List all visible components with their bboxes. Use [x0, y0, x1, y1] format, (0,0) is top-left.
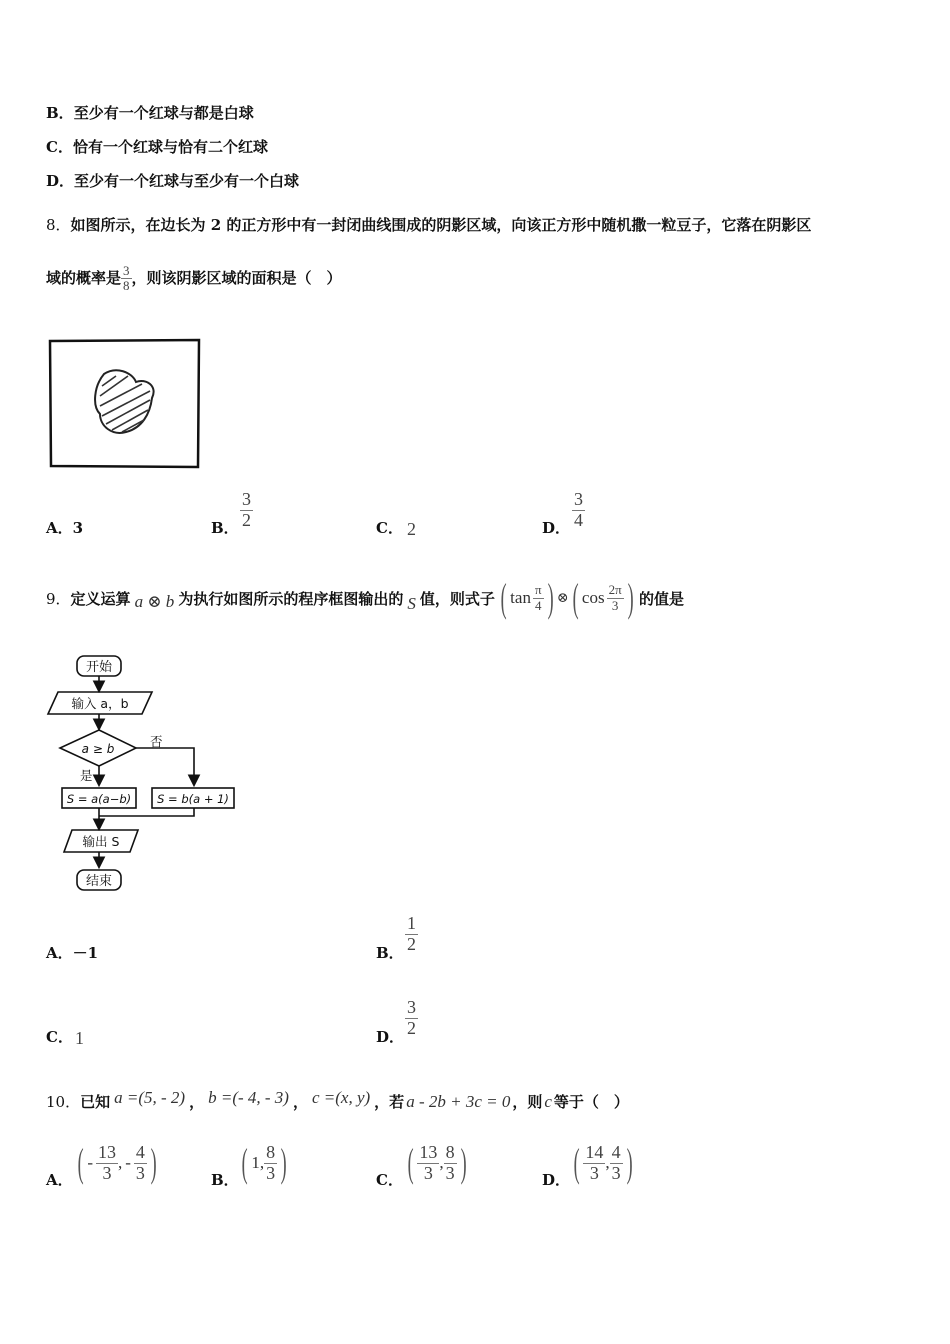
flow-condition-label: a ≥ b — [81, 742, 115, 756]
flow-no-label: 否 — [150, 734, 163, 749]
fraction-numerator: 8 — [266, 1142, 276, 1162]
fraction-numerator: 4 — [135, 1142, 145, 1162]
option-letter: A． — [46, 944, 73, 962]
fraction — [572, 490, 585, 531]
q8-stem-line1 — [46, 214, 811, 235]
q9-stem — [46, 575, 685, 620]
fraction-denominator: 3 — [102, 1162, 112, 1183]
option-letter: C． — [46, 1028, 73, 1046]
fraction-pi-over-4 — [533, 583, 544, 613]
question-number: 10． — [46, 1093, 81, 1111]
flow-start-label: 开始 — [85, 660, 113, 675]
q10-option-b-value: ( 1, $\frac{8}{3}$ ) — [241, 1140, 287, 1186]
q8-option-d-value — [572, 490, 585, 531]
q9-option-c-label — [46, 1026, 73, 1047]
fraction-denominator: 4 — [574, 509, 583, 530]
question-text: ，若 — [374, 1093, 405, 1111]
option-letter: D． — [46, 172, 75, 190]
fraction-numerator: 13 — [419, 1142, 438, 1162]
tan-function: tan — [510, 588, 531, 607]
vector-c: c =(x, y) — [311, 1088, 371, 1107]
fraction-numerator: 3 — [574, 489, 583, 509]
flow-end-label: 结束 — [85, 874, 113, 889]
q8-option-b-value — [240, 490, 253, 531]
fraction-denominator: 3 — [611, 1162, 621, 1183]
shaded-region — [95, 370, 154, 433]
vector-a: a =(5, - 2) — [114, 1088, 186, 1107]
q9-option-a — [46, 942, 98, 963]
q8-option-a — [46, 517, 83, 538]
option-text: 至少有一个红球与至少有一个白球 — [74, 172, 300, 190]
fraction — [610, 1143, 623, 1184]
fraction-numerator: π — [534, 582, 542, 598]
q10-option-a-value: ( - $\frac{13}{3}$ , - $\frac{4}{3}$ ) — [77, 1140, 157, 1186]
question-number: 9． — [46, 589, 71, 608]
fraction-denominator: 3 — [266, 1162, 276, 1183]
comma: , — [439, 1153, 444, 1173]
fraction-denominator: 3 — [611, 597, 619, 613]
q9-option-c-value: 1 — [75, 1028, 84, 1048]
fraction-numerator: 2π — [608, 582, 622, 598]
fraction-denominator: 4 — [534, 597, 542, 613]
q8-option-c-label — [376, 517, 403, 538]
flow-yes-assign-label: S = a(a−b) — [66, 792, 132, 806]
fraction — [96, 1143, 118, 1184]
q9-option-d-label — [376, 1026, 404, 1047]
q8-option-c-value: 2 — [407, 519, 416, 539]
expression: ( tan $\frac{\pi}{4}$ ) ⊗ ( cos $\frac{2\pi}{3}$ ) — [500, 575, 634, 620]
option-letter: B． — [211, 1171, 239, 1189]
fraction-denominator: 2 — [407, 933, 416, 954]
fraction-numerator: 3 — [123, 263, 130, 278]
question-text: 为执行如图所示的程序框图输出的 — [178, 589, 404, 608]
flow-output-label: 输出 S — [82, 834, 120, 849]
otimes-symbol: ⊗ — [556, 590, 569, 606]
option-letter: C． — [46, 138, 73, 156]
flow-no-assign-label: S = b(a + 1) — [157, 792, 229, 806]
fraction — [240, 490, 253, 531]
fraction-denominator: 2 — [407, 1017, 416, 1038]
minus-sign: - — [87, 1153, 93, 1173]
question-text: ，则该阴影区域的面积是（ ） — [131, 268, 342, 287]
fraction — [405, 998, 418, 1039]
fraction — [444, 1143, 457, 1184]
fraction — [417, 1143, 439, 1184]
q9-option-b-value — [405, 914, 418, 955]
fraction-numerator: 14 — [585, 1142, 604, 1162]
shaded-square-figure — [46, 336, 204, 472]
question-text: 定义运算 — [70, 589, 131, 608]
fraction — [264, 1143, 277, 1184]
option-value: －1 — [72, 944, 99, 962]
fraction-numerator: 3 — [242, 489, 251, 509]
fraction-2pi-over-3 — [607, 583, 624, 613]
fraction-denominator: 3 — [135, 1162, 145, 1183]
q10-option-c-label — [376, 1169, 403, 1190]
option-text: 至少有一个红球与都是白球 — [73, 104, 254, 122]
variable-s: S — [407, 594, 416, 613]
fraction-numerator: 4 — [611, 1142, 621, 1162]
option-letter: A． — [46, 1171, 73, 1189]
q10-option-c-value: ( $\frac{13}{3}$ , $\frac{8}{3}$ ) — [407, 1140, 467, 1186]
question-text: 如图所示，在边长为 2 的正方形中有一封闭曲线围成的阴影区域，向该正方形中随机撒一粒豆子，它落在阴影区 — [70, 216, 812, 234]
option-letter: B． — [376, 944, 404, 962]
fraction-denominator: 8 — [123, 278, 130, 294]
fraction-denominator: 3 — [589, 1162, 599, 1183]
program-flowchart — [44, 652, 244, 894]
option-letter: A． — [46, 519, 73, 537]
fraction-denominator: 3 — [445, 1162, 455, 1183]
option-letter: C． — [376, 519, 403, 537]
fraction-numerator: 8 — [445, 1142, 455, 1162]
comma: , — [605, 1153, 610, 1173]
fraction — [405, 914, 418, 955]
question-text: 等于（ ） — [553, 1093, 629, 1111]
option-letter: D． — [542, 519, 571, 537]
question-text: 的值是 — [639, 589, 685, 608]
q7-option-b — [46, 102, 254, 123]
fraction-numerator: 3 — [407, 997, 416, 1017]
q10-stem — [46, 1088, 629, 1112]
operation-expression: a ⊗ b — [134, 592, 175, 611]
cos-function: cos — [581, 588, 605, 607]
question-text: 域的概率是 — [46, 268, 122, 287]
option-text: 恰有一个红球与恰有二个红球 — [72, 138, 268, 156]
q10-option-d-value: ( $\frac{14}{3}$ , $\frac{4}{3}$ ) — [573, 1140, 633, 1186]
question-text: 值，则式子 — [419, 589, 495, 608]
q8-stem-line2 — [46, 264, 342, 294]
q7-option-d — [46, 170, 299, 191]
question-number: 8． — [46, 216, 71, 234]
option-letter: D． — [542, 1171, 571, 1189]
option-letter: C． — [376, 1171, 403, 1189]
question-text: ， — [189, 1093, 205, 1111]
fraction-denominator: 3 — [423, 1162, 433, 1183]
vector-b: b =(- 4, - 3) — [208, 1088, 289, 1107]
first-component: 1, — [251, 1153, 265, 1173]
fraction-numerator: 13 — [98, 1142, 116, 1162]
option-letter: D． — [376, 1028, 405, 1046]
question-text: ，则 — [512, 1093, 543, 1111]
q9-option-b-label — [376, 942, 404, 963]
option-letter: B． — [211, 519, 239, 537]
option-value: 3 — [72, 519, 84, 537]
question-text: ， — [292, 1093, 308, 1111]
q10-option-d-label — [542, 1169, 570, 1190]
question-text: 已知 — [80, 1093, 111, 1111]
flow-yes-label: 是 — [80, 768, 93, 783]
flow-input-label: 输入 a，b — [71, 696, 129, 711]
fraction-denominator: 2 — [242, 509, 251, 530]
minus-sign: - — [125, 1153, 131, 1173]
q8-option-d-label — [542, 517, 570, 538]
comma: , — [118, 1153, 123, 1173]
q7-option-c — [46, 136, 268, 157]
q8-option-b-label — [211, 517, 239, 538]
fraction — [134, 1143, 147, 1184]
q10-option-a-label — [46, 1169, 73, 1190]
fraction — [583, 1143, 605, 1184]
vector-equation: a - 2b + 3c = 0 — [406, 1092, 511, 1111]
option-letter: B． — [46, 104, 74, 122]
variable-c: c — [544, 1092, 552, 1111]
q9-option-d-value — [405, 998, 418, 1039]
probability-fraction — [121, 264, 132, 294]
q10-option-b-label — [211, 1169, 239, 1190]
fraction-numerator: 1 — [407, 913, 416, 933]
